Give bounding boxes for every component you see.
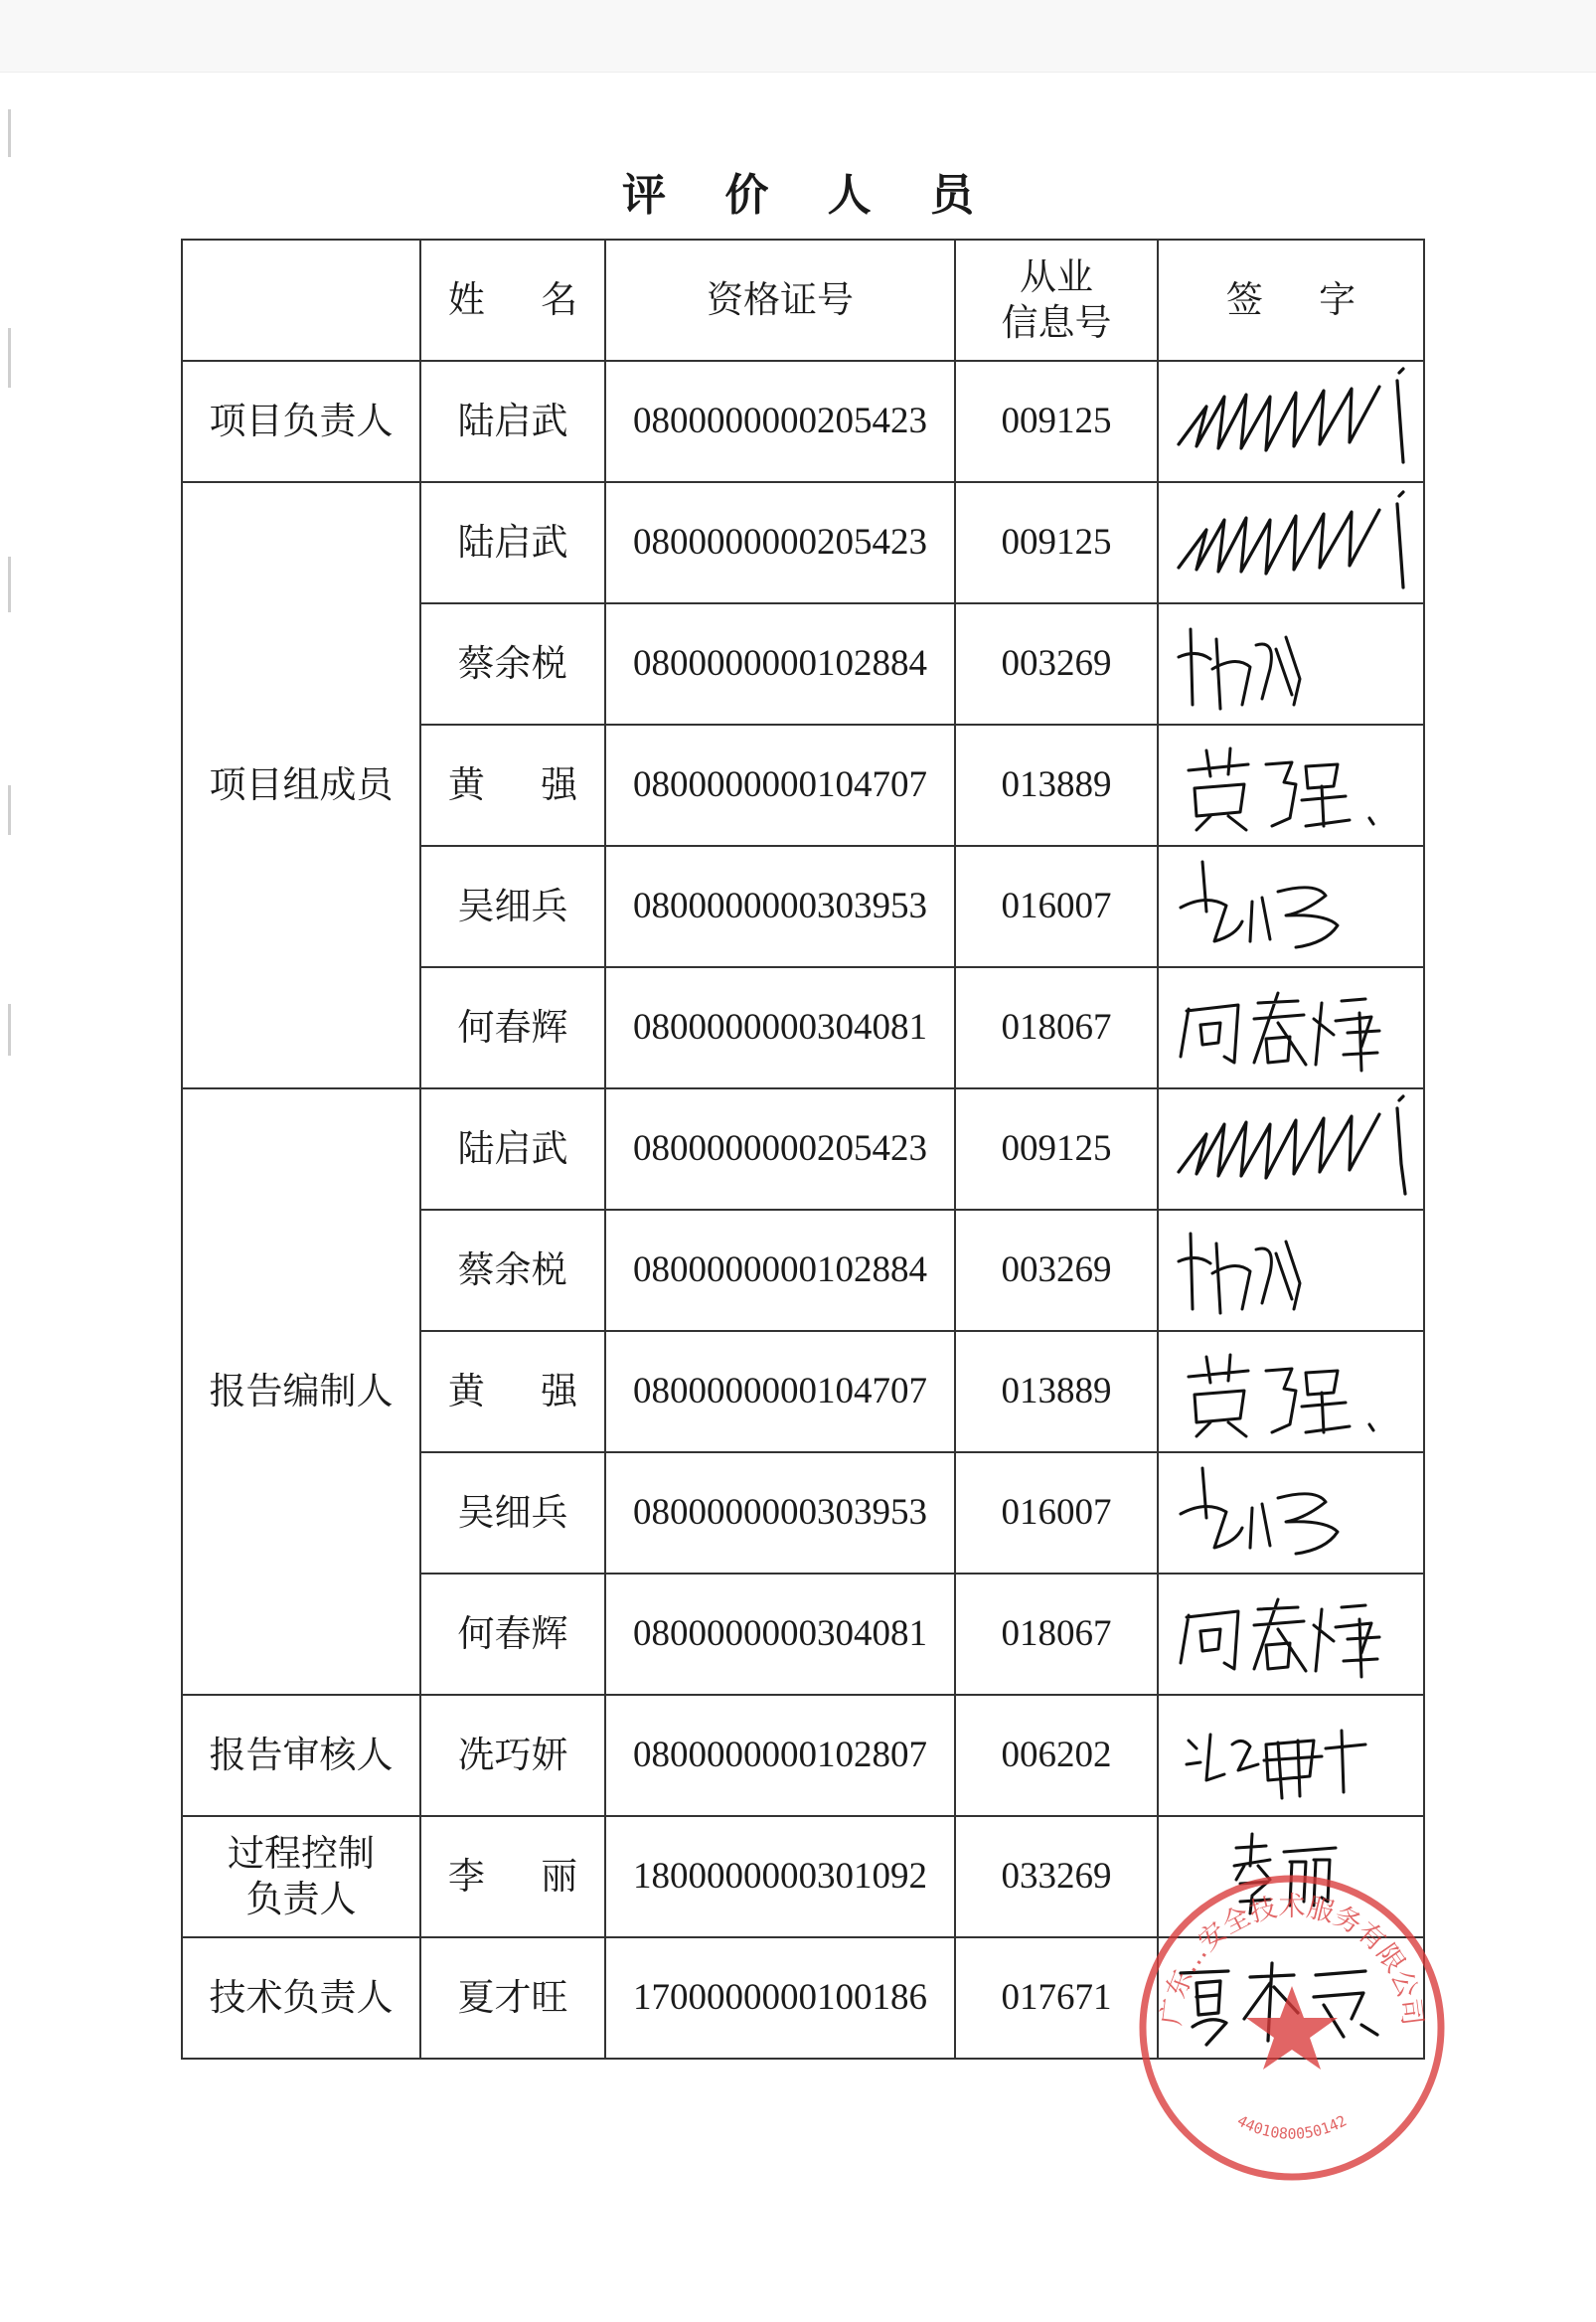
code-cell: 003269 bbox=[955, 1210, 1158, 1331]
header-code-line2: 信息号 bbox=[1001, 301, 1112, 344]
role-line1: 过程控制 bbox=[228, 1831, 375, 1875]
name-cell: 蔡余棁 bbox=[420, 1210, 605, 1331]
role-cell: 报告编制人 bbox=[182, 1088, 420, 1695]
name-cell: 何春辉 bbox=[420, 1574, 605, 1695]
code-cell: 013889 bbox=[955, 1331, 1158, 1452]
signature-wu-xibing bbox=[1167, 852, 1415, 961]
code-cell: 016007 bbox=[955, 1452, 1158, 1574]
cert-cell: 1800000000301092 bbox=[605, 1816, 955, 1937]
signature-cell bbox=[1158, 967, 1424, 1088]
cert-cell: 0800000000304081 bbox=[605, 1574, 955, 1695]
code-cell: 013889 bbox=[955, 725, 1158, 846]
header-name: 姓 名 bbox=[420, 240, 605, 361]
role-cell: 项目负责人 bbox=[182, 361, 420, 482]
header-code bbox=[955, 240, 1158, 361]
signature-he-chunhui bbox=[1167, 973, 1415, 1082]
name-cell: 陆启武 bbox=[420, 1088, 605, 1210]
role-cell: 技术负责人 bbox=[182, 1937, 420, 2059]
signature-lu-qiwu bbox=[1167, 367, 1415, 476]
code-cell: 009125 bbox=[955, 1088, 1158, 1210]
cert-cell: 0800000000102884 bbox=[605, 1210, 955, 1331]
cert-cell: 0800000000205423 bbox=[605, 361, 955, 482]
role-cell bbox=[182, 1816, 420, 1937]
signature-cell bbox=[1158, 1574, 1424, 1695]
name-cell: 冼巧妍 bbox=[420, 1695, 605, 1816]
header-signature: 签 字 bbox=[1158, 240, 1424, 361]
name-cell: 何春辉 bbox=[420, 967, 605, 1088]
name-cell: 陆启武 bbox=[420, 361, 605, 482]
code-cell: 017671 bbox=[955, 1937, 1158, 2059]
scan-edge-mark bbox=[8, 557, 11, 612]
name-cell: 蔡余棁 bbox=[420, 603, 605, 725]
header-role-cell bbox=[182, 240, 420, 361]
cert-cell: 0800000000102884 bbox=[605, 603, 955, 725]
name-cell: 黄 强 bbox=[420, 725, 605, 846]
name-cell: 陆启武 bbox=[420, 482, 605, 603]
cert-cell: 0800000000104707 bbox=[605, 1331, 955, 1452]
signature-cell bbox=[1158, 725, 1424, 846]
signature-xian-qiaoyan bbox=[1167, 1701, 1415, 1810]
scan-top-shade bbox=[0, 0, 1596, 73]
header-code-line1: 从业 bbox=[1020, 254, 1093, 298]
signature-lu-qiwu bbox=[1167, 1094, 1415, 1204]
personnel-table bbox=[181, 239, 1428, 2060]
code-cell: 033269 bbox=[955, 1816, 1158, 1937]
signature-huang-qiang bbox=[1167, 731, 1415, 840]
code-cell: 009125 bbox=[955, 361, 1158, 482]
seal-text: 广东…安全技术服务有限公司 bbox=[1156, 1891, 1428, 2028]
signature-cell bbox=[1158, 1210, 1424, 1331]
page-title: 评 价 人 员 bbox=[622, 170, 996, 221]
cert-cell: 0800000000102807 bbox=[605, 1695, 955, 1816]
seal-star-icon bbox=[1246, 1986, 1338, 2070]
code-cell: 006202 bbox=[955, 1695, 1158, 1816]
signature-cell bbox=[1158, 1695, 1424, 1816]
scan-edge-mark bbox=[8, 785, 11, 835]
signature-huang-qiang bbox=[1167, 1337, 1415, 1446]
signature-cell bbox=[1158, 1088, 1424, 1210]
table-row bbox=[182, 361, 1424, 482]
role-line2: 负责人 bbox=[245, 1878, 357, 1920]
signature-lu-qiwu bbox=[1167, 488, 1415, 597]
scan-edge-mark bbox=[8, 328, 11, 388]
name-cell: 李 丽 bbox=[420, 1816, 605, 1937]
header-cert: 资格证号 bbox=[605, 240, 955, 361]
table-row bbox=[182, 482, 1424, 603]
name-cell: 夏才旺 bbox=[420, 1937, 605, 2059]
code-cell: 016007 bbox=[955, 846, 1158, 967]
code-cell: 018067 bbox=[955, 967, 1158, 1088]
company-seal bbox=[1133, 1869, 1451, 2187]
scan-edge-mark bbox=[8, 109, 11, 157]
signature-cell bbox=[1158, 361, 1424, 482]
signature-he-chunhui bbox=[1167, 1579, 1415, 1689]
role-cell: 报告审核人 bbox=[182, 1695, 420, 1816]
code-cell: 003269 bbox=[955, 603, 1158, 725]
signature-cell bbox=[1158, 846, 1424, 967]
cert-cell: 0800000000205423 bbox=[605, 482, 955, 603]
role-cell: 项目组成员 bbox=[182, 482, 420, 1088]
scan-edge-mark bbox=[8, 1004, 11, 1056]
cert-cell: 0800000000205423 bbox=[605, 1088, 955, 1210]
table-header-row bbox=[182, 240, 1424, 361]
name-cell: 吴细兵 bbox=[420, 846, 605, 967]
signature-cell bbox=[1158, 603, 1424, 725]
cert-cell: 0800000000304081 bbox=[605, 967, 955, 1088]
code-cell: 009125 bbox=[955, 482, 1158, 603]
table-row bbox=[182, 1695, 1424, 1816]
signature-cell bbox=[1158, 482, 1424, 603]
seal-number: 4401080050142 bbox=[1234, 2111, 1350, 2143]
signature-wu-xibing bbox=[1167, 1458, 1415, 1568]
signature-cell bbox=[1158, 1452, 1424, 1574]
name-cell: 吴细兵 bbox=[420, 1452, 605, 1574]
cert-cell: 1700000000100186 bbox=[605, 1937, 955, 2059]
signature-cai-yushui bbox=[1167, 609, 1415, 719]
signature-cai-yushui bbox=[1167, 1216, 1415, 1325]
signature-cell bbox=[1158, 1331, 1424, 1452]
cert-cell: 0800000000303953 bbox=[605, 1452, 955, 1574]
cert-cell: 0800000000303953 bbox=[605, 846, 955, 967]
code-cell: 018067 bbox=[955, 1574, 1158, 1695]
cert-cell: 0800000000104707 bbox=[605, 725, 955, 846]
table-row bbox=[182, 1088, 1424, 1210]
name-cell: 黄 强 bbox=[420, 1331, 605, 1452]
